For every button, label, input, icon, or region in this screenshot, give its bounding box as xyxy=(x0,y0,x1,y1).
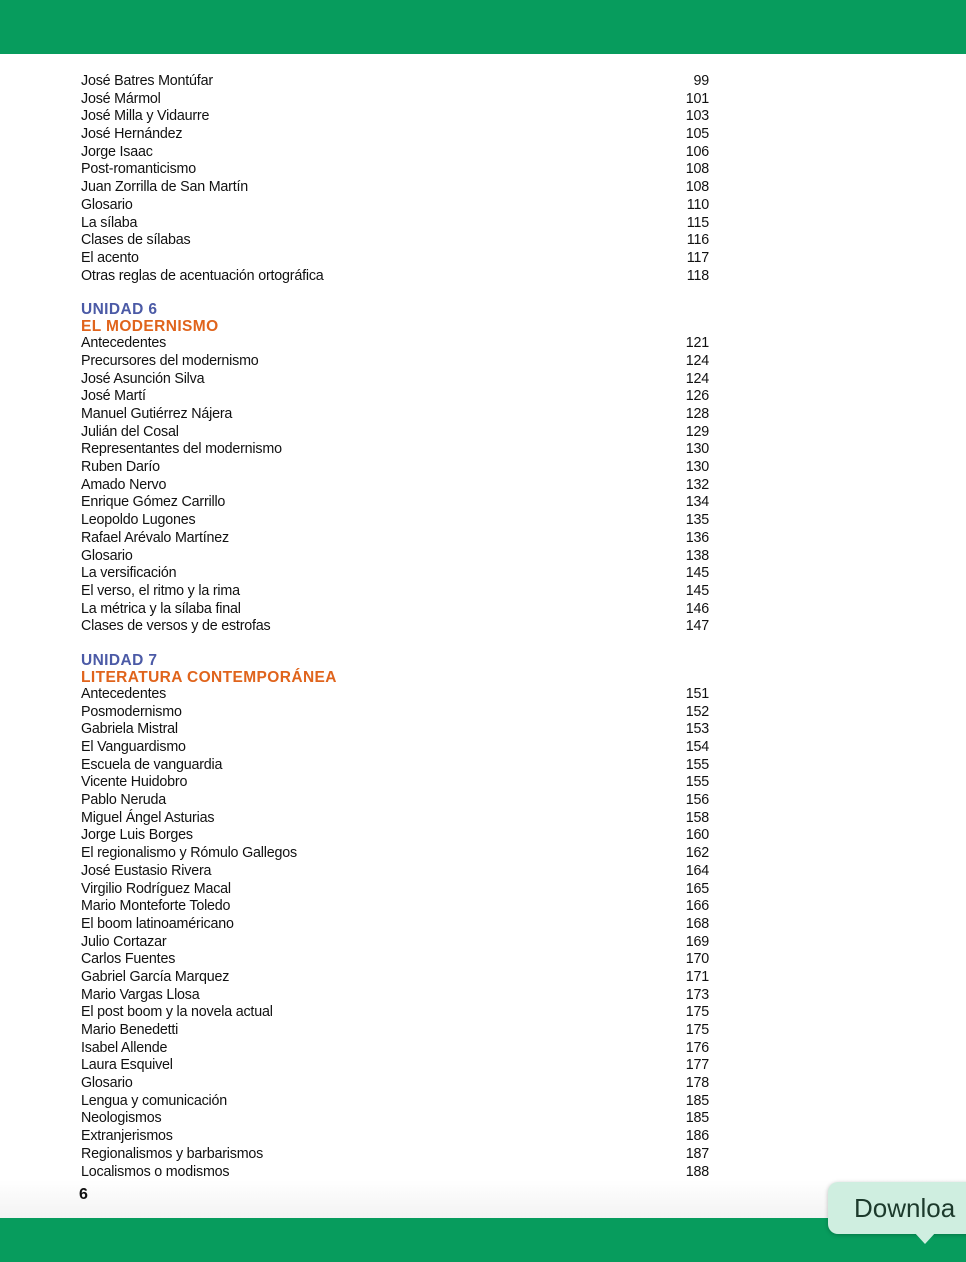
toc-entry-page: 168 xyxy=(685,915,709,932)
toc-entry-title: Posmodernismo xyxy=(81,703,182,720)
toc-entry-title: Clases de versos y de estrofas xyxy=(81,618,271,635)
toc-entry-title: Clases de sílabas xyxy=(81,232,191,249)
toc-entry-page: 178 xyxy=(685,1075,709,1092)
toc-entry-page: 118 xyxy=(686,267,709,284)
toc-entry[interactable] xyxy=(81,565,721,583)
toc-entry[interactable] xyxy=(81,548,721,566)
toc-entry[interactable] xyxy=(81,721,721,739)
toc-entry-page: 138 xyxy=(685,547,709,564)
toc-entry-page: 130 xyxy=(685,459,709,476)
toc-entry[interactable] xyxy=(81,1164,721,1182)
toc-entry-title: Gabriela Mistral xyxy=(81,721,178,738)
toc-entry[interactable] xyxy=(81,108,721,126)
toc-entry-title: Glosario xyxy=(81,1075,133,1092)
toc-entry[interactable] xyxy=(81,388,721,406)
toc-entry[interactable] xyxy=(81,424,721,442)
toc-entry-title: José Asunción Silva xyxy=(81,370,205,387)
toc-entry[interactable] xyxy=(81,757,721,775)
toc-entry[interactable] xyxy=(81,197,721,215)
toc-entry-page: 166 xyxy=(685,898,709,915)
toc-entry-title: Isabel Allende xyxy=(81,1039,168,1056)
toc-entry-page: 145 xyxy=(685,565,709,582)
unit-title: EL MODERNISMO xyxy=(81,318,219,336)
toc-entry[interactable] xyxy=(81,250,721,268)
toc-entry-title: Otras reglas de acentuación ortográfica xyxy=(81,267,324,284)
toc-entry-page: 147 xyxy=(685,618,709,635)
toc-entry-title: Glosario xyxy=(81,196,133,213)
toc-entry-page: 154 xyxy=(685,739,709,755)
toc-entry-page: 171 xyxy=(685,968,709,985)
toc-entry-page: 160 xyxy=(685,827,709,844)
toc-entry[interactable] xyxy=(81,232,721,250)
toc-entry-title: Mario Vargas Llosa xyxy=(81,986,200,1003)
toc-entry-title: Escuela de vanguardia xyxy=(81,756,223,773)
toc-entry-page: 187 xyxy=(685,1145,709,1162)
toc-entry-title: Laura Esquivel xyxy=(81,1057,173,1074)
toc-entry-page: 169 xyxy=(685,933,709,950)
unit-heading xyxy=(81,301,721,335)
toc-entry-page: 145 xyxy=(685,582,709,599)
toc-entry-page: 185 xyxy=(685,1110,709,1127)
toc-entry-page: 105 xyxy=(685,126,709,143)
toc-entry-page: 188 xyxy=(685,1163,709,1180)
toc-entry-page: 129 xyxy=(685,423,709,440)
toc-entry[interactable] xyxy=(81,1057,721,1075)
toc-entry[interactable] xyxy=(81,898,721,916)
unit-title: LITERATURA CONTEMPORÁNEA xyxy=(81,668,337,686)
toc-entry-title: El acento xyxy=(81,249,139,266)
toc-entry-page: 132 xyxy=(685,476,709,493)
toc-entry[interactable] xyxy=(81,161,721,179)
toc-entry-title: Ruben Darío xyxy=(81,459,160,476)
toc-entry[interactable] xyxy=(81,827,721,845)
toc-entry-page: 124 xyxy=(685,370,709,387)
toc-entry-page: 136 xyxy=(685,529,709,546)
toc-entry-page: 173 xyxy=(685,986,709,1003)
toc-entry-title: Mario Benedetti xyxy=(81,1022,179,1038)
toc-entry[interactable] xyxy=(81,91,721,109)
toc-entry[interactable] xyxy=(81,845,721,863)
toc-entry-page: 116 xyxy=(686,232,709,249)
toc-entry-page: 110 xyxy=(686,196,709,213)
toc-entry-title: Amado Nervo xyxy=(81,476,167,493)
toc-entry[interactable] xyxy=(81,73,721,91)
toc-entry-title: Representantes del modernismo xyxy=(81,441,282,458)
toc-entry-page: 170 xyxy=(685,951,709,968)
toc-entry-title: El Vanguardismo xyxy=(81,739,186,755)
toc-entry-page: 162 xyxy=(685,845,709,862)
toc-entry-page: 117 xyxy=(686,249,709,266)
toc-entry-page: 177 xyxy=(685,1057,709,1074)
toc-entry-title: Post-romanticismo xyxy=(81,161,196,178)
toc-entry-page: 155 xyxy=(685,756,709,773)
toc-entry-page: 165 xyxy=(685,880,709,897)
toc-entry[interactable] xyxy=(81,1075,721,1093)
toc-entry-title: Carlos Fuentes xyxy=(81,951,176,968)
toc-entry[interactable] xyxy=(81,371,721,389)
toc-entry-page: 134 xyxy=(685,494,709,511)
toc-entry-title: Precursores del modernismo xyxy=(81,352,259,369)
toc-entry-page: 124 xyxy=(685,352,709,369)
toc-section xyxy=(81,652,721,1181)
toc-entry-title: José Mármol xyxy=(81,90,161,107)
toc-entry[interactable] xyxy=(81,1110,721,1128)
toc-entry-page: 103 xyxy=(685,108,709,125)
toc-entry[interactable] xyxy=(81,126,721,144)
toc-entry-title: Glosario xyxy=(81,547,133,564)
toc-entry[interactable] xyxy=(81,441,721,459)
unit-heading xyxy=(81,652,721,686)
toc-entry[interactable] xyxy=(81,583,721,601)
toc-entry-title: Regionalismos y barbarismos xyxy=(81,1145,264,1162)
toc-entry-title: Mario Monteforte Toledo xyxy=(81,898,231,915)
toc-entry-title: Gabriel García Marquez xyxy=(81,968,230,985)
toc-entry[interactable] xyxy=(81,686,721,704)
download-button[interactable]: Downloa xyxy=(828,1182,966,1234)
toc-entry-page: 175 xyxy=(685,1004,709,1021)
toc-entry[interactable] xyxy=(81,179,721,197)
toc-entry-page: 130 xyxy=(685,441,709,458)
toc-entry[interactable] xyxy=(81,144,721,162)
toc-entry-title: Julio Cortazar xyxy=(81,933,167,950)
header-bar xyxy=(0,0,966,54)
toc-entry-title: Vicente Huidobro xyxy=(81,774,188,791)
toc-entry[interactable] xyxy=(81,601,721,619)
toc-entry-page: 135 xyxy=(685,512,709,529)
toc-entry-page: 176 xyxy=(685,1039,709,1056)
toc-entry-page: 108 xyxy=(685,161,709,178)
toc-entry[interactable] xyxy=(81,353,721,371)
toc-entry-title: Enrique Gómez Carrillo xyxy=(81,494,226,511)
toc-entry-title: Leopoldo Lugones xyxy=(81,512,196,529)
toc-entry-title: Miguel Ángel Asturias xyxy=(81,809,215,826)
toc-entry-page: 153 xyxy=(685,721,709,738)
toc-entry-page: 101 xyxy=(685,90,709,107)
toc-entry[interactable] xyxy=(81,1040,721,1058)
toc-entry[interactable] xyxy=(81,881,721,899)
toc-entry-title: Pablo Neruda xyxy=(81,792,167,809)
toc-entry-page: 106 xyxy=(685,143,709,160)
table-of-contents xyxy=(81,73,721,1181)
toc-entry-page: 156 xyxy=(685,792,709,809)
toc-entry-title: José Hernández xyxy=(81,126,183,143)
page-number: 6 xyxy=(79,1186,88,1203)
toc-entry-title: La sílaba xyxy=(81,214,138,231)
toc-entry-title: El post boom y la novela actual xyxy=(81,1004,273,1021)
toc-entry-page: 151 xyxy=(685,685,709,702)
toc-entry[interactable] xyxy=(81,934,721,952)
toc-entry-title: El verso, el ritmo y la rima xyxy=(81,582,240,599)
toc-entry-title: José Batres Montúfar xyxy=(81,73,213,89)
toc-entry-title: El regionalismo y Rómulo Gallegos xyxy=(81,845,297,862)
toc-entry-page: 186 xyxy=(685,1128,709,1145)
toc-entry[interactable] xyxy=(81,1146,721,1164)
toc-entry[interactable] xyxy=(81,618,721,636)
toc-entry-page: 155 xyxy=(685,774,709,791)
toc-entry-page: 128 xyxy=(685,406,709,422)
toc-entry-title: Jorge Isaac xyxy=(81,143,153,160)
toc-entry-title: Virgilio Rodríguez Macal xyxy=(81,880,231,897)
toc-entry-title: José Milla y Vidaurre xyxy=(81,108,210,125)
page-footer-shade xyxy=(0,1180,966,1218)
toc-entry-title: Antecedentes xyxy=(81,685,167,702)
toc-entry-page: 158 xyxy=(685,809,709,826)
toc-entry-title: Neologismos xyxy=(81,1110,162,1127)
toc-entry-page: 152 xyxy=(685,703,709,720)
toc-entry-page: 175 xyxy=(685,1022,709,1038)
unit-number: UNIDAD 7 xyxy=(81,651,158,669)
toc-entry[interactable] xyxy=(81,215,721,233)
download-button-pointer xyxy=(914,1232,936,1244)
toc-entry[interactable] xyxy=(81,774,721,792)
toc-entry[interactable] xyxy=(81,477,721,495)
toc-entry[interactable] xyxy=(81,739,721,757)
toc-entry-title: Manuel Gutiérrez Nájera xyxy=(81,406,233,422)
toc-entry-page: 99 xyxy=(693,73,709,89)
toc-entry[interactable] xyxy=(81,268,721,286)
toc-entry-title: El boom latinoaméricano xyxy=(81,915,234,932)
toc-entry-title: José Martí xyxy=(81,388,146,405)
toc-entry-title: La versificación xyxy=(81,565,177,582)
toc-entry-title: La métrica y la sílaba final xyxy=(81,600,241,617)
toc-entry[interactable] xyxy=(81,792,721,810)
toc-entry[interactable] xyxy=(81,863,721,881)
toc-entry[interactable] xyxy=(81,1022,721,1040)
unit-number: UNIDAD 6 xyxy=(81,301,158,319)
toc-entry[interactable] xyxy=(81,512,721,530)
toc-entry[interactable] xyxy=(81,494,721,512)
toc-entry[interactable] xyxy=(81,406,721,424)
toc-entry[interactable] xyxy=(81,704,721,722)
toc-entry-title: Localismos o modismos xyxy=(81,1163,230,1180)
toc-entry[interactable] xyxy=(81,969,721,987)
toc-entry[interactable] xyxy=(81,987,721,1005)
toc-entry-title: Lengua y comunicación xyxy=(81,1092,228,1109)
toc-section xyxy=(81,73,721,285)
toc-entry-page: 164 xyxy=(685,862,709,879)
toc-entry[interactable] xyxy=(81,1004,721,1022)
toc-entry-page: 115 xyxy=(686,214,709,231)
toc-entry[interactable] xyxy=(81,916,721,934)
toc-entry-title: Extranjerismos xyxy=(81,1128,173,1145)
toc-entry-title: Antecedentes xyxy=(81,335,167,352)
toc-entry-page: 185 xyxy=(685,1092,709,1109)
toc-entry-title: José Eustasio Rivera xyxy=(81,862,212,879)
toc-entry[interactable] xyxy=(81,459,721,477)
toc-entry-title: Jorge Luis Borges xyxy=(81,827,193,844)
toc-entry-title: Juan Zorrilla de San Martín xyxy=(81,179,249,196)
toc-entry[interactable] xyxy=(81,530,721,548)
toc-entry-page: 108 xyxy=(685,179,709,196)
toc-entry-page: 126 xyxy=(685,388,709,405)
toc-entry-page: 146 xyxy=(685,600,709,617)
toc-entry-title: Julián del Cosal xyxy=(81,423,179,440)
footer-bar xyxy=(0,1218,966,1262)
toc-section xyxy=(81,301,721,636)
toc-entry-page: 121 xyxy=(685,335,709,352)
toc-entry[interactable] xyxy=(81,335,721,353)
toc-entry[interactable] xyxy=(81,810,721,828)
toc-entry[interactable] xyxy=(81,951,721,969)
toc-entry-title: Rafael Arévalo Martínez xyxy=(81,529,229,546)
toc-entry[interactable] xyxy=(81,1093,721,1111)
toc-entry[interactable] xyxy=(81,1128,721,1146)
